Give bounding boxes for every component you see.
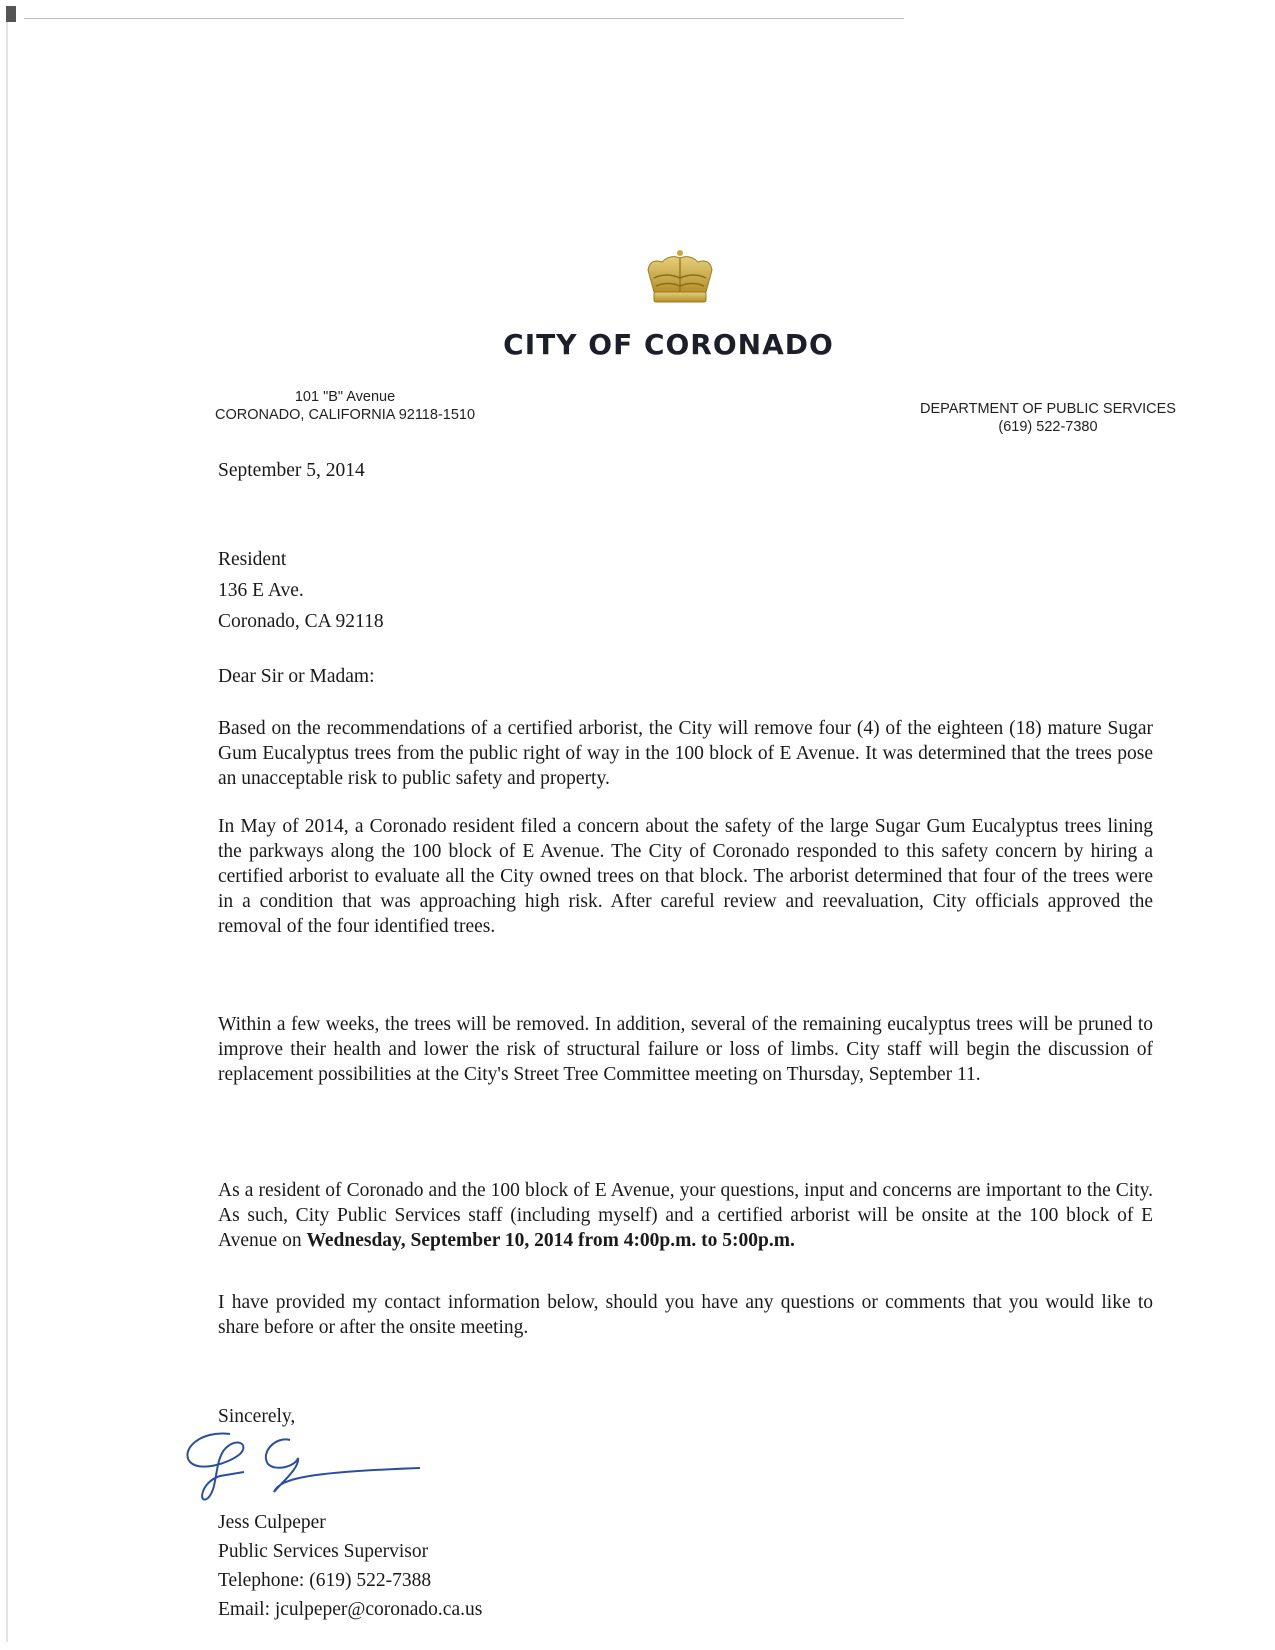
closing: Sincerely, [218, 1406, 296, 1427]
letterhead-title: CITY OF CORONADO [503, 328, 834, 361]
address-city: CORONADO, CALIFORNIA 92118-1510 [215, 407, 476, 423]
department-name: DEPARTMENT OF PUBLIC SERVICES [920, 401, 1176, 417]
signature-block [218, 1508, 482, 1624]
paragraph-4 [218, 1178, 1153, 1253]
department-info [920, 400, 1176, 436]
signature-icon [180, 1428, 440, 1508]
recipient-city: Coronado, CA 92118 [218, 611, 384, 632]
paragraph-5: I have provided my contact information below, should you have any questions or comments that you would like to share before or after the onsite meeting. [218, 1292, 1153, 1338]
scan-artifact [6, 6, 16, 22]
city-address [215, 388, 475, 424]
salutation: Dear Sir or Madam: [218, 666, 375, 687]
signer-name: Jess Culpeper [218, 1512, 326, 1533]
recipient-name: Resident [218, 549, 287, 570]
department-phone: (619) 522-7380 [998, 419, 1098, 435]
recipient-block [218, 544, 384, 637]
signer-title: Public Services Supervisor [218, 1541, 429, 1562]
crown-icon [640, 248, 720, 312]
signer-telephone: Telephone: (619) 522-7388 [218, 1570, 432, 1591]
scan-line [24, 18, 904, 19]
letter-date: September 5, 2014 [218, 460, 365, 481]
signer-email: Email: jculpeper@coronado.ca.us [218, 1599, 483, 1620]
recipient-street: 136 E Ave. [218, 580, 304, 601]
paragraph-3: Within a few weeks, the trees will be removed. In addition, several of the remaining eucalyptus trees will be pruned to improve their health and lower the risk of structural failure or loss of limbs. City staff will begin the discussion of replacement possibilities at the City's Street Tree Committee meeting on Thursday, September 11. [218, 1014, 1153, 1085]
scan-edge [6, 22, 8, 1642]
paragraph-1: Based on the recommendations of a certified arborist, the City will remove four (4) of the eighteen (18) mature Sugar Gum Eucalyptus trees from the public right of way in the 100 block of E Avenue. It was determined that the trees pose an unacceptable risk to public safety and property. [218, 718, 1153, 789]
paragraph-4-text: As a resident of Coronado and the 100 block of E Avenue, your questions, input and concerns are important to the City. As such, City Public Services staff (including myself) and a certified arborist will be onsite at the 100 block of E Avenue on [218, 1180, 1153, 1251]
address-street: 101 "B" Avenue [294, 389, 396, 405]
paragraph-2: In May of 2014, a Coronado resident filed a concern about the safety of the large Sugar Gum Eucalyptus trees lining the parkways along the 100 block of E Avenue. The City of Coronado responded to this safety concern by hiring a certified arborist to evaluate all the City owned trees on that block. The arborist determined that four of the trees were in a condition that was approaching high risk. After careful review and reevaluation, City officials approved the removal of the four identified trees. [218, 816, 1153, 937]
meeting-datetime: Wednesday, September 10, 2014 from 4:00p.m. to 5:00p.m. [306, 1230, 795, 1251]
